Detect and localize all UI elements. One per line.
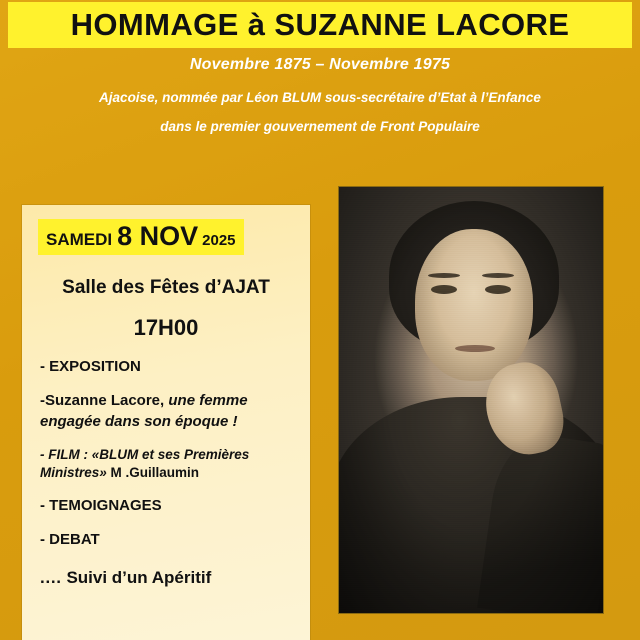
portrait-grain bbox=[339, 187, 603, 613]
program-item-text: -Suzanne Lacore, bbox=[40, 392, 165, 410]
program-item-text: - DEBAT bbox=[40, 531, 100, 549]
program-item-text: - TEMOIGNAGES bbox=[40, 497, 162, 515]
portrait-photo bbox=[338, 186, 604, 614]
program-item-text: .… Suivi d’un Apéritif bbox=[40, 567, 212, 587]
event-day-label: SAMEDI bbox=[46, 230, 113, 249]
life-dates: Novembre 1875 – Novembre 1975 bbox=[189, 56, 451, 73]
program-item-text: - EXPOSITION bbox=[40, 358, 141, 375]
list-item bbox=[40, 391, 298, 432]
list-item bbox=[40, 357, 298, 377]
title-banner bbox=[8, 2, 632, 48]
list-item bbox=[40, 530, 298, 550]
list-item bbox=[40, 446, 298, 482]
subtitle-line-1: Ajacoise, nommée par Léon BLUM sous-secrétaire d’Etat à l’Enfance bbox=[99, 90, 541, 105]
portrait-image bbox=[339, 187, 603, 613]
subheading-block bbox=[0, 56, 640, 134]
list-item bbox=[40, 496, 298, 516]
program-item-emphasis: une femme engagée dans son époque ! bbox=[40, 392, 248, 430]
list-item bbox=[40, 567, 298, 590]
event-info-panel bbox=[22, 205, 310, 640]
event-year: 2025 bbox=[202, 232, 236, 249]
event-venue: Salle des Fêtes d’AJAT bbox=[62, 277, 270, 298]
event-date-highlight bbox=[38, 219, 244, 255]
program-item-credit: M .Guillaumin bbox=[106, 464, 200, 480]
subtitle-line-2: dans le premier gouvernement de Front Populaire bbox=[160, 119, 480, 134]
event-time: 17H00 bbox=[133, 315, 199, 340]
program-item-text: - FILM : «BLUM et ses Premières Ministres» bbox=[40, 446, 250, 480]
page-title: HOMMAGE à SUZANNE LACORE bbox=[70, 7, 570, 42]
program-list bbox=[34, 357, 298, 590]
event-day-number: 8 NOV bbox=[117, 221, 199, 251]
